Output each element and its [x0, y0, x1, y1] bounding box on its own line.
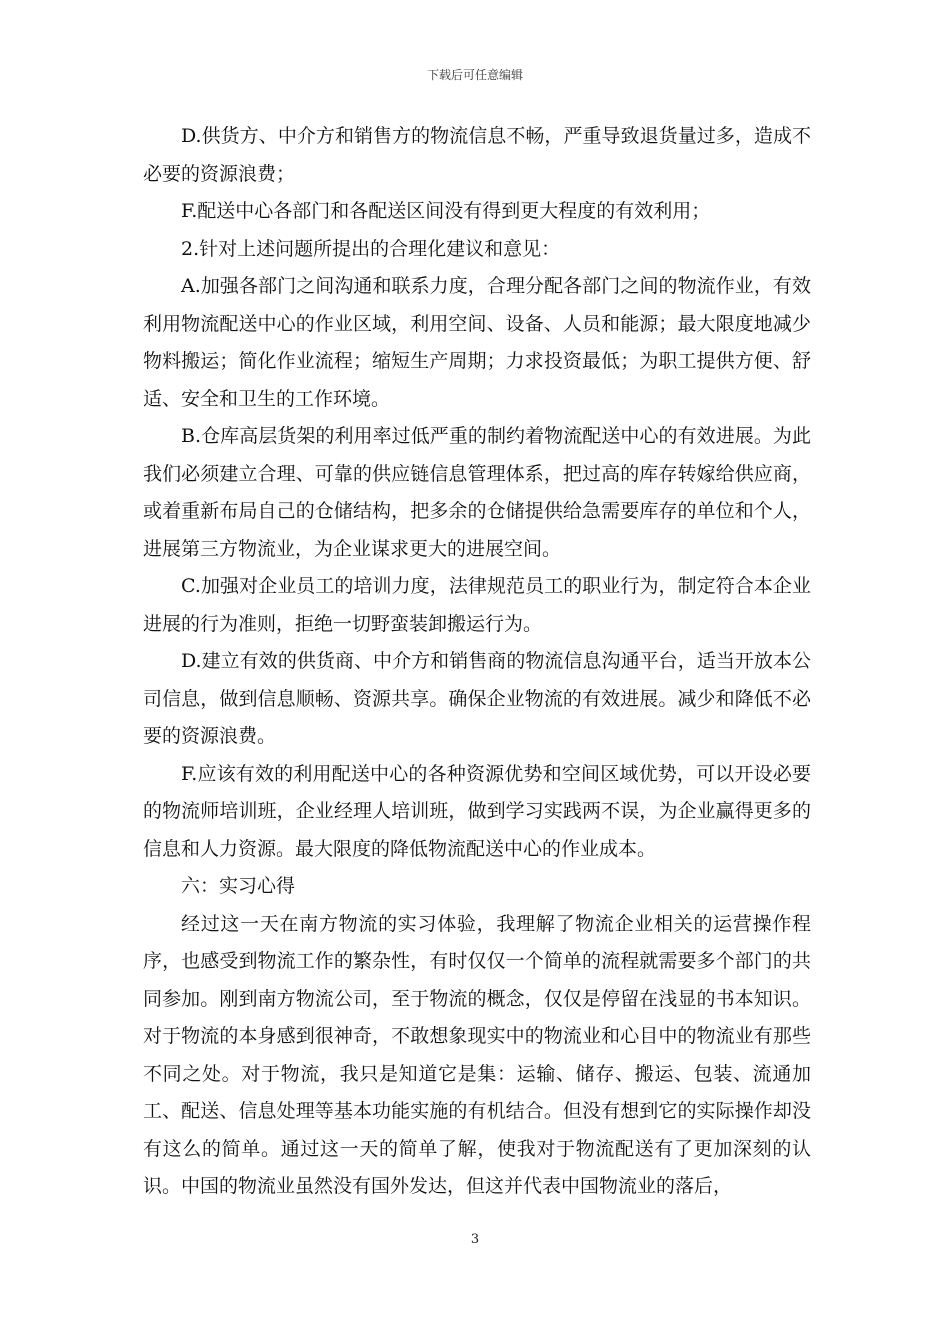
section-heading: 六：实习心得 [181, 875, 296, 897]
document-body [143, 118, 811, 1206]
paragraph: B.仓库高层货架的利用率过低严重的制约着物流配送中心的有效进展。为此我们必须建立合理、可靠的供应链信息管理体系，把过高的库存转嫁给供应商，或着重新布局自己的仓储结构，把多余的仓储提供给急需要库存的单位和个人，进展第三方物流业，为企业谋求更大的进展空间。 [143, 425, 811, 560]
paragraph: F.配送中心各部门和各配送区间没有得到更大程度的有效利用； [181, 200, 711, 222]
page-header: 下载后可任意编辑 [426, 68, 523, 82]
paragraph: C.加强对企业员工的培训力度，法律规范员工的职业行为，制定符合本企业进展的行为准则，拒绝一切野蛮装卸搬运行为。 [143, 575, 811, 635]
paragraph: D.建立有效的供货商、中介方和销售商的物流信息沟通平台，适当开放本公司信息，做到信息顺畅、资源共享。确保企业物流的有效进展。减少和降低不必要的资源浪费。 [143, 650, 811, 747]
paragraph: F.应该有效的利用配送中心的各种资源优势和空间区域优势，可以开设必要的物流师培训班，企业经理人培训班，做到学习实践两不误，为企业赢得更多的信息和人力资源。最大限度的降低物流配送中心的作业成本。 [143, 762, 811, 860]
page-number: 3 [470, 1232, 480, 1247]
paragraph: 经过这一天在南方物流的实习体验，我理解了物流企业相关的运营操作程序，也感受到物流工作的繁杂性，有时仅仅一个简单的流程就需要多个部门的共同参加。刚到南方物流公司，至于物流的概念，仅仅是停留在浅显的书本知识。对于物流的本身感到很神奇，不敢想象现实中的物流业和心目中的物流业有那些不同之处。对于物流，我只是知道它是集：运输、储存、搬运、包装、流通加工、配送、信息处理等基本功能实施的有机结合。但没有想到它的实际操作却没有这么的简单。通过这一天的简单了解，使我对于物流配送有了更加深刻的认识。中国的物流业虽然没有国外发达，但这并代表中国物流业的落后， [143, 912, 811, 1197]
paragraph: D.供货方、中介方和销售方的物流信息不畅，严重导致退货量过多，造成不必要的资源浪费； [143, 125, 811, 185]
paragraph: A.加强各部门之间沟通和联系力度，合理分配各部门之间的物流作业，有效利用物流配送中心的作业区域，利用空间、设备、人员和能源；最大限度地减少物料搬运；简化作业流程；缩短生产周期；力求投资最低；为职工提供方便、舒适、安全和卫生的工作环境。 [143, 275, 811, 410]
paragraph: 2.针对上述问题所提出的合理化建议和意见： [181, 237, 561, 260]
